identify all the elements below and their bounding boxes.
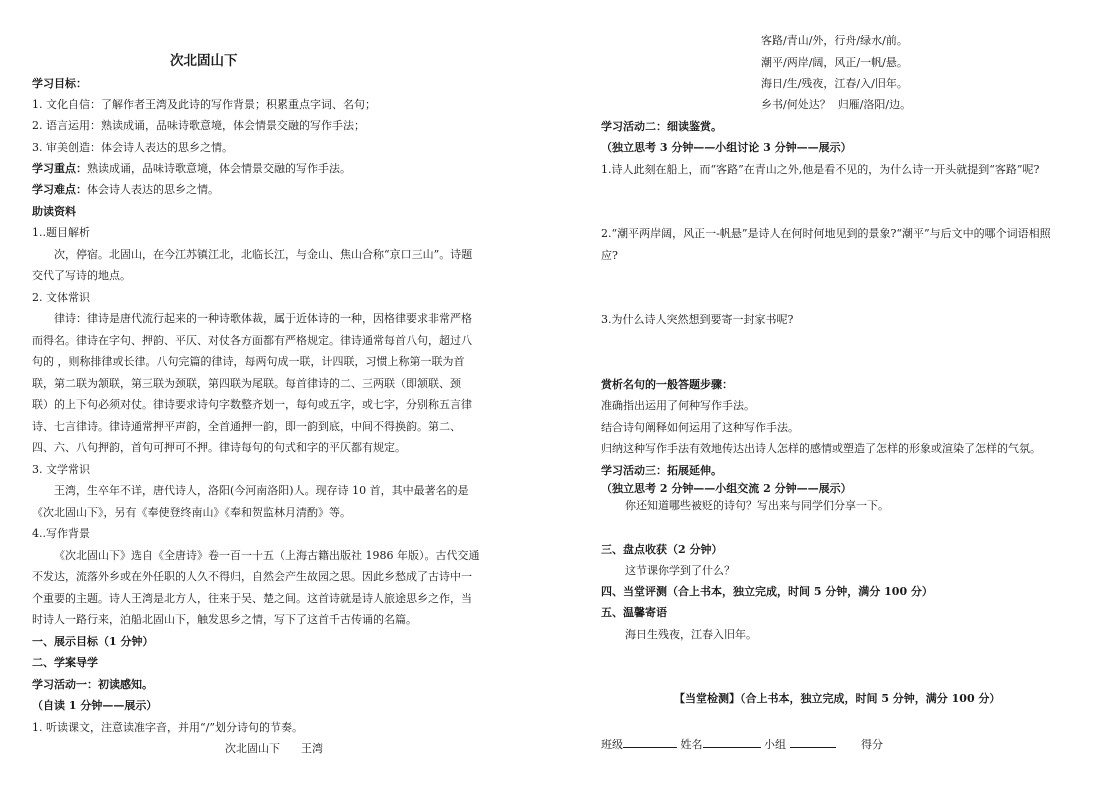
part-3-heading: 三、盘点收获（2 分钟） xyxy=(601,543,723,556)
part-3-task: 这节课你学到了什么？ xyxy=(625,564,735,577)
right-column xyxy=(559,0,1118,790)
section-3-line-2: 《次北固山下》，另有《奉使登终南山》《奉和贺监林月清酌》等。 xyxy=(32,506,351,519)
section-1-line-2: 交代了写诗的地点。 xyxy=(32,269,131,282)
section-4-line-3: 个重要的主题。诗人王湾是北方人，往来于吴、楚之间。这首诗就是诗人旅途思乡之作，当 xyxy=(32,592,472,605)
section-4-heading: 4..写作背景 xyxy=(32,527,90,540)
group-label: 小组 xyxy=(764,738,786,751)
part-5-heading: 五、温馨寄语 xyxy=(601,606,667,619)
poem-line-4: 乡书/何处达？ 归雁/洛阳/边。 xyxy=(761,98,912,111)
section-2-line-3: 句的 ，则称排律或长律。八句完篇的律诗，每两句成一联，计四联，习惯上称第一联为首 xyxy=(32,355,465,368)
step-2: 结合诗句阐释如何运用了这种写作手法。 xyxy=(601,421,799,434)
goals-heading: 学习目标： xyxy=(32,77,87,90)
goal-2: 2. 语言运用：熟读成诵，品味诗歌意境，体会情景交融的写作手法； xyxy=(32,119,365,132)
test-heading: 【当堂检测】（合上书本，独立完成，时间 5 分钟，满分 100 分） xyxy=(674,692,1001,705)
key-point xyxy=(32,161,351,177)
activity-3-time: （独立思考 2 分钟——小组交流 2 分钟——展示） xyxy=(601,482,852,495)
part-1-heading: 一、展示目标（1 分钟） xyxy=(32,635,154,648)
score-label: 得分 xyxy=(861,738,883,751)
activity-1-time: （自读 1 分钟——展示） xyxy=(32,699,158,712)
document-title: 次北固山下 xyxy=(170,53,238,69)
section-2-line-6: 诗、七言律诗。律诗通常押平声韵，全首通押一韵，即一韵到底，中间不得换韵。第二、 xyxy=(32,420,461,433)
section-2-heading: 2. 文体常识 xyxy=(32,291,90,304)
activity-1-task: 1. 听读课文，注意读准字音，并用“/”划分诗句的节奏。 xyxy=(32,721,303,734)
activity-3-heading: 学习活动三：拓展延伸。 xyxy=(601,464,722,477)
section-2-line-1: 律诗：律诗是唐代流行起来的一种诗歌体裁，属于近体诗的一种，因格律要求非常严格 xyxy=(54,312,472,325)
part-4-heading: 四、当堂评测（合上书本，独立完成，时间 5 分钟，满分 100 分） xyxy=(601,585,933,598)
name-blank[interactable] xyxy=(703,735,761,748)
section-2-line-4: 联，第二联为颔联，第三联为颈联，第四联为尾联。每首律诗的二、三两联（即颔联、颈 xyxy=(32,377,461,390)
activity-1-heading: 学习活动一：初读感知。 xyxy=(32,678,153,691)
class-label: 班级 xyxy=(601,738,623,751)
goal-3: 3. 审美创造：体会诗人表达的思乡之情。 xyxy=(32,141,233,154)
difficulty-label: 学习难点： xyxy=(32,183,87,196)
section-2-line-7: 四、六、八句押韵，首句可押可不押。律诗每句的句式和字的平仄都有规定。 xyxy=(32,441,406,454)
section-2-line-2: 而得名。律诗在字句、押韵、平仄、对仗各方面都有严格规定。律诗通常每首八句，超过八 xyxy=(32,334,472,347)
question-2-line-2: 应? xyxy=(601,249,618,262)
poem-line-2: 潮平/两岸/阔，风正/一帆/悬。 xyxy=(761,56,908,69)
activity-2-time: （独立思考 3 分钟——小组讨论 3 分钟——展示） xyxy=(601,141,852,154)
aid-heading: 助读资料 xyxy=(32,205,76,218)
section-1-line-1: 次，停宿。北固山，在今江苏镇江北，北临长江，与金山、焦山合称“京口三山”。诗题 xyxy=(54,248,473,261)
key-point-label: 学习重点： xyxy=(32,162,87,175)
question-3: 3.为什么诗人突然想到要寄一封家书呢? xyxy=(601,313,794,326)
name-label: 姓名 xyxy=(680,738,703,751)
poem-line-3: 海日/生/残夜，江春/入/旧年。 xyxy=(761,77,908,90)
difficulty-text: 体会诗人表达的思乡之情。 xyxy=(87,183,219,196)
section-2-line-5: 联）的上下句必须对仗。律诗要求诗句字数整齐划一，每句或五字，或七字，分别称五言律 xyxy=(32,398,472,411)
activity-3-task: 你还知道哪些被贬的诗句？写出来与同学们分享一下。 xyxy=(625,499,889,512)
section-4-line-2: 不发达，流落外乡或在外任职的人久不得归，自然会产生故园之思。因此乡愁成了古诗中一 xyxy=(32,570,472,583)
step-3: 归纳这种写作手法有效地传达出诗人怎样的感情或塑造了怎样的形象或渲染了怎样的气氛。 xyxy=(601,442,1041,455)
steps-heading: 赏析名句的一般答题步骤： xyxy=(601,378,733,391)
student-info-form xyxy=(601,735,883,753)
group-blank[interactable] xyxy=(790,735,836,748)
section-1-heading: 1..题目解析 xyxy=(32,226,90,239)
poem-title: 次北固山下 王湾 xyxy=(225,742,323,755)
section-3-line-1: 王湾，生卒年不详，唐代诗人，洛阳(今河南洛阳)人。现存诗 10 首，其中最著名的是 xyxy=(54,484,469,497)
question-1: 1.诗人此刻在船上，而“客路”在青山之外,他是看不见的，为什么诗一开头就提到“客路”呢? xyxy=(601,163,1040,176)
key-point-text: 熟读成诵，品味诗歌意境，体会情景交融的写作手法。 xyxy=(87,162,351,175)
part-2-heading: 二、学案导学 xyxy=(32,656,98,669)
difficulty-point xyxy=(32,182,219,198)
section-4-line-1: 《次北固山下》选自《全唐诗》卷一百一十五（上海古籍出版社 1986 年版）。古代交通 xyxy=(54,549,480,562)
section-3-heading: 3. 文学常识 xyxy=(32,463,90,476)
poem-line-1: 客路/青山/外，行舟/绿水/前。 xyxy=(761,34,908,47)
goal-1: 1. 文化自信：了解作者王湾及此诗的写作背景；积累重点字词、名句； xyxy=(32,98,376,111)
class-blank[interactable] xyxy=(623,735,677,748)
part-5-text: 海日生残夜，江春入旧年。 xyxy=(625,628,757,641)
activity-2-heading: 学习活动二：细读鉴赏。 xyxy=(601,120,722,133)
section-4-line-4: 时诗人一路行来，泊船北固山下，触发思乡之情，写下了这首千古传诵的名篇。 xyxy=(32,613,417,626)
question-2-line-1: 2.“潮平两岸阔，风正一-帆悬”是诗人在何时何地见到的景象?“潮平”与后文中的哪个词语相照 xyxy=(601,227,1051,240)
step-1: 准确指出运用了何种写作手法。 xyxy=(601,399,755,412)
